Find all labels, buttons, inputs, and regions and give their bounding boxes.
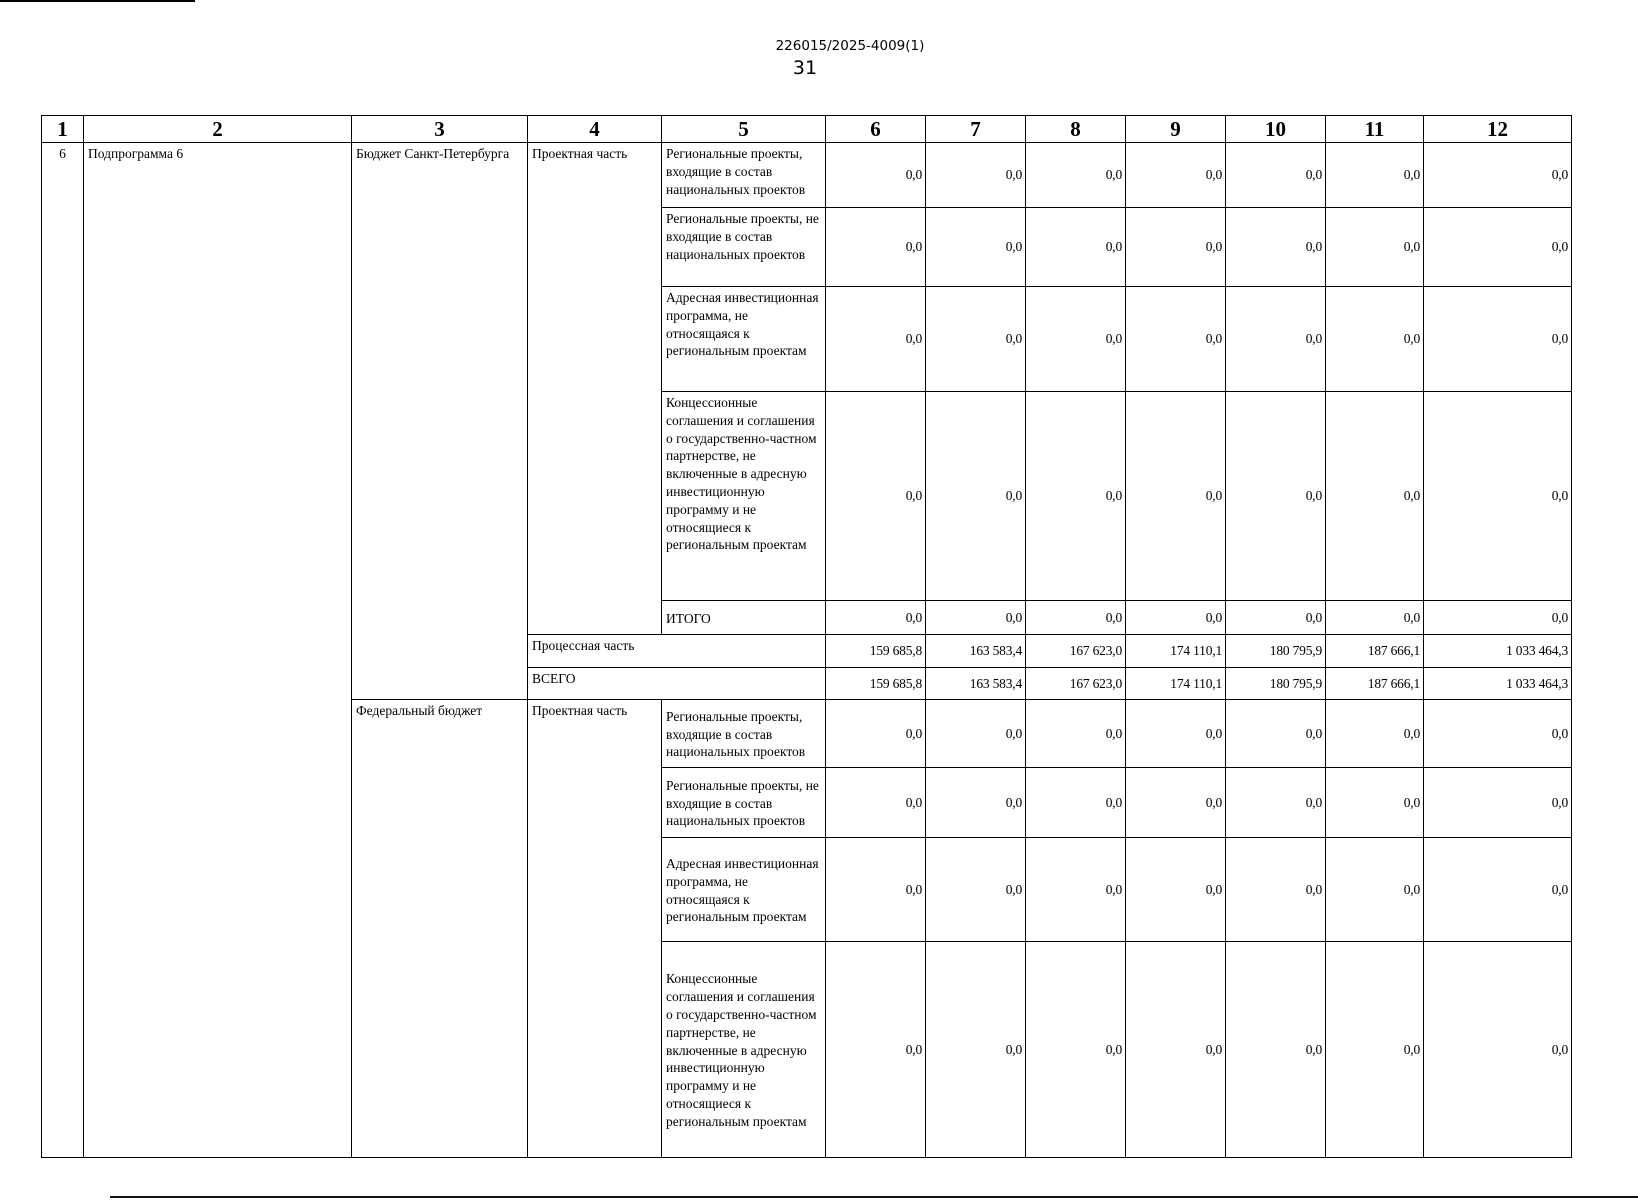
document-id: 226015/2025-4009(1) <box>775 38 925 54</box>
process-value-col12: 1 033 464,3 <box>1423 634 1572 668</box>
funding-value-col11: 0,0 <box>1325 207 1424 287</box>
funding-value-col7: 0,0 <box>925 207 1026 287</box>
funding-value-col10: 0,0 <box>1225 286 1326 392</box>
funding-value-col6: 0,0 <box>825 767 926 838</box>
funding-value-col8: 0,0 <box>1025 391 1126 601</box>
column-header-4: 4 <box>527 115 662 143</box>
funding-value-col12: 0,0 <box>1423 699 1572 768</box>
bottom-scan-rule <box>110 1196 1638 1198</box>
funding-value-col11: 0,0 <box>1325 699 1424 768</box>
funding-value-col11: 0,0 <box>1325 767 1424 838</box>
total-value-col9: 174 110,1 <box>1125 667 1226 700</box>
funding-value-col6: 0,0 <box>825 699 926 768</box>
funding-value-col6: 0,0 <box>825 391 926 601</box>
funding-value-col7: 0,0 <box>925 600 1026 635</box>
funding-value-col9: 0,0 <box>1125 391 1226 601</box>
funding-value-col10: 0,0 <box>1225 941 1326 1158</box>
funding-value-col12: 0,0 <box>1423 391 1572 601</box>
funding-value-col12: 0,0 <box>1423 767 1572 838</box>
row-number: 6 <box>41 142 84 1158</box>
funding-value-col12: 0,0 <box>1423 837 1572 942</box>
column-header-1: 1 <box>41 115 84 143</box>
process-value-col10: 180 795,9 <box>1225 634 1326 668</box>
funding-value-col10: 0,0 <box>1225 699 1326 768</box>
funding-value-col11: 0,0 <box>1325 391 1424 601</box>
funding-value-col7: 0,0 <box>925 767 1026 838</box>
funding-value-col8: 0,0 <box>1025 207 1126 287</box>
funding-value-col7: 0,0 <box>925 391 1026 601</box>
total-value-col10: 180 795,9 <box>1225 667 1326 700</box>
process-value-col8: 167 623,0 <box>1025 634 1126 668</box>
process-value-col11: 187 666,1 <box>1325 634 1424 668</box>
funding-value-col8: 0,0 <box>1025 286 1126 392</box>
funding-value-col6: 0,0 <box>825 941 926 1158</box>
total-value-col7: 163 583,4 <box>925 667 1026 700</box>
column-header-2: 2 <box>83 115 352 143</box>
funding-line-label: Адресная инвестиционная программа, не относящаяся к региональным проектам <box>661 837 826 942</box>
funding-value-col6: 0,0 <box>825 286 926 392</box>
funding-value-col12: 0,0 <box>1423 207 1572 287</box>
column-header-6: 6 <box>825 115 926 143</box>
funding-value-col10: 0,0 <box>1225 142 1326 208</box>
process-part-label: Процессная часть <box>527 634 826 668</box>
process-value-col6: 159 685,8 <box>825 634 926 668</box>
funding-line-label: Концессионные соглашения и соглашения о государственно-частном партнерстве, не включенные в адресную инвестиционную программу и не относящиеся к региональным проектам <box>661 391 826 601</box>
funding-line-label: ИТОГО <box>661 600 826 635</box>
funding-value-col9: 0,0 <box>1125 699 1226 768</box>
funding-value-col7: 0,0 <box>925 837 1026 942</box>
column-header-10: 10 <box>1225 115 1326 143</box>
total-value-col12: 1 033 464,3 <box>1423 667 1572 700</box>
process-value-col9: 174 110,1 <box>1125 634 1226 668</box>
funding-value-col9: 0,0 <box>1125 286 1226 392</box>
process-value-col7: 163 583,4 <box>925 634 1026 668</box>
funding-value-col9: 0,0 <box>1125 837 1226 942</box>
budget-source: Бюджет Санкт-Петербурга <box>351 142 528 700</box>
funding-value-col8: 0,0 <box>1025 941 1126 1158</box>
funding-value-col10: 0,0 <box>1225 767 1326 838</box>
funding-line-label: Региональные проекты, не входящие в состав национальных проектов <box>661 767 826 838</box>
funding-value-col12: 0,0 <box>1423 142 1572 208</box>
funding-value-col12: 0,0 <box>1423 941 1572 1158</box>
column-header-5: 5 <box>661 115 826 143</box>
funding-value-col7: 0,0 <box>925 699 1026 768</box>
part-label: Проектная часть <box>527 142 662 635</box>
column-header-8: 8 <box>1025 115 1126 143</box>
funding-value-col11: 0,0 <box>1325 142 1424 208</box>
funding-value-col6: 0,0 <box>825 600 926 635</box>
funding-line-label: Региональные проекты, входящие в состав национальных проектов <box>661 142 826 208</box>
page-number: 31 <box>792 57 818 79</box>
funding-value-col9: 0,0 <box>1125 142 1226 208</box>
funding-value-col11: 0,0 <box>1325 600 1424 635</box>
funding-line-label: Концессионные соглашения и соглашения о государственно-частном партнерстве, не включенные в адресную инвестиционную программу и не относящиеся к региональным проектам <box>661 941 826 1158</box>
funding-value-col9: 0,0 <box>1125 767 1226 838</box>
funding-value-col7: 0,0 <box>925 142 1026 208</box>
funding-line-label: Региональные проекты, не входящие в состав национальных проектов <box>661 207 826 287</box>
funding-value-col8: 0,0 <box>1025 142 1126 208</box>
funding-value-col11: 0,0 <box>1325 837 1424 942</box>
funding-value-col8: 0,0 <box>1025 837 1126 942</box>
column-header-7: 7 <box>925 115 1026 143</box>
program-name: Подпрограмма 6 <box>83 142 352 1158</box>
funding-value-col12: 0,0 <box>1423 600 1572 635</box>
budget-source: Федеральный бюджет <box>351 699 528 1158</box>
funding-value-col10: 0,0 <box>1225 391 1326 601</box>
funding-value-col9: 0,0 <box>1125 207 1226 287</box>
funding-value-col7: 0,0 <box>925 941 1026 1158</box>
column-header-11: 11 <box>1325 115 1424 143</box>
funding-value-col8: 0,0 <box>1025 600 1126 635</box>
funding-value-col6: 0,0 <box>825 837 926 942</box>
funding-value-col8: 0,0 <box>1025 699 1126 768</box>
total-value-col11: 187 666,1 <box>1325 667 1424 700</box>
funding-value-col11: 0,0 <box>1325 286 1424 392</box>
column-header-9: 9 <box>1125 115 1226 143</box>
funding-value-col8: 0,0 <box>1025 767 1126 838</box>
column-header-12: 12 <box>1423 115 1572 143</box>
funding-value-col10: 0,0 <box>1225 837 1326 942</box>
total-value-col8: 167 623,0 <box>1025 667 1126 700</box>
funding-value-col9: 0,0 <box>1125 600 1226 635</box>
funding-value-col7: 0,0 <box>925 286 1026 392</box>
funding-line-label: Региональные проекты, входящие в состав национальных проектов <box>661 699 826 768</box>
funding-value-col12: 0,0 <box>1423 286 1572 392</box>
part-label: Проектная часть <box>527 699 662 1158</box>
funding-value-col6: 0,0 <box>825 207 926 287</box>
funding-value-col10: 0,0 <box>1225 600 1326 635</box>
total-value-col6: 159 685,8 <box>825 667 926 700</box>
funding-value-col6: 0,0 <box>825 142 926 208</box>
funding-value-col10: 0,0 <box>1225 207 1326 287</box>
funding-value-col11: 0,0 <box>1325 941 1424 1158</box>
funding-line-label: Адресная инвестиционная программа, не относящаяся к региональным проектам <box>661 286 826 392</box>
total-label: ВСЕГО <box>527 667 826 700</box>
column-header-3: 3 <box>351 115 528 143</box>
funding-value-col9: 0,0 <box>1125 941 1226 1158</box>
